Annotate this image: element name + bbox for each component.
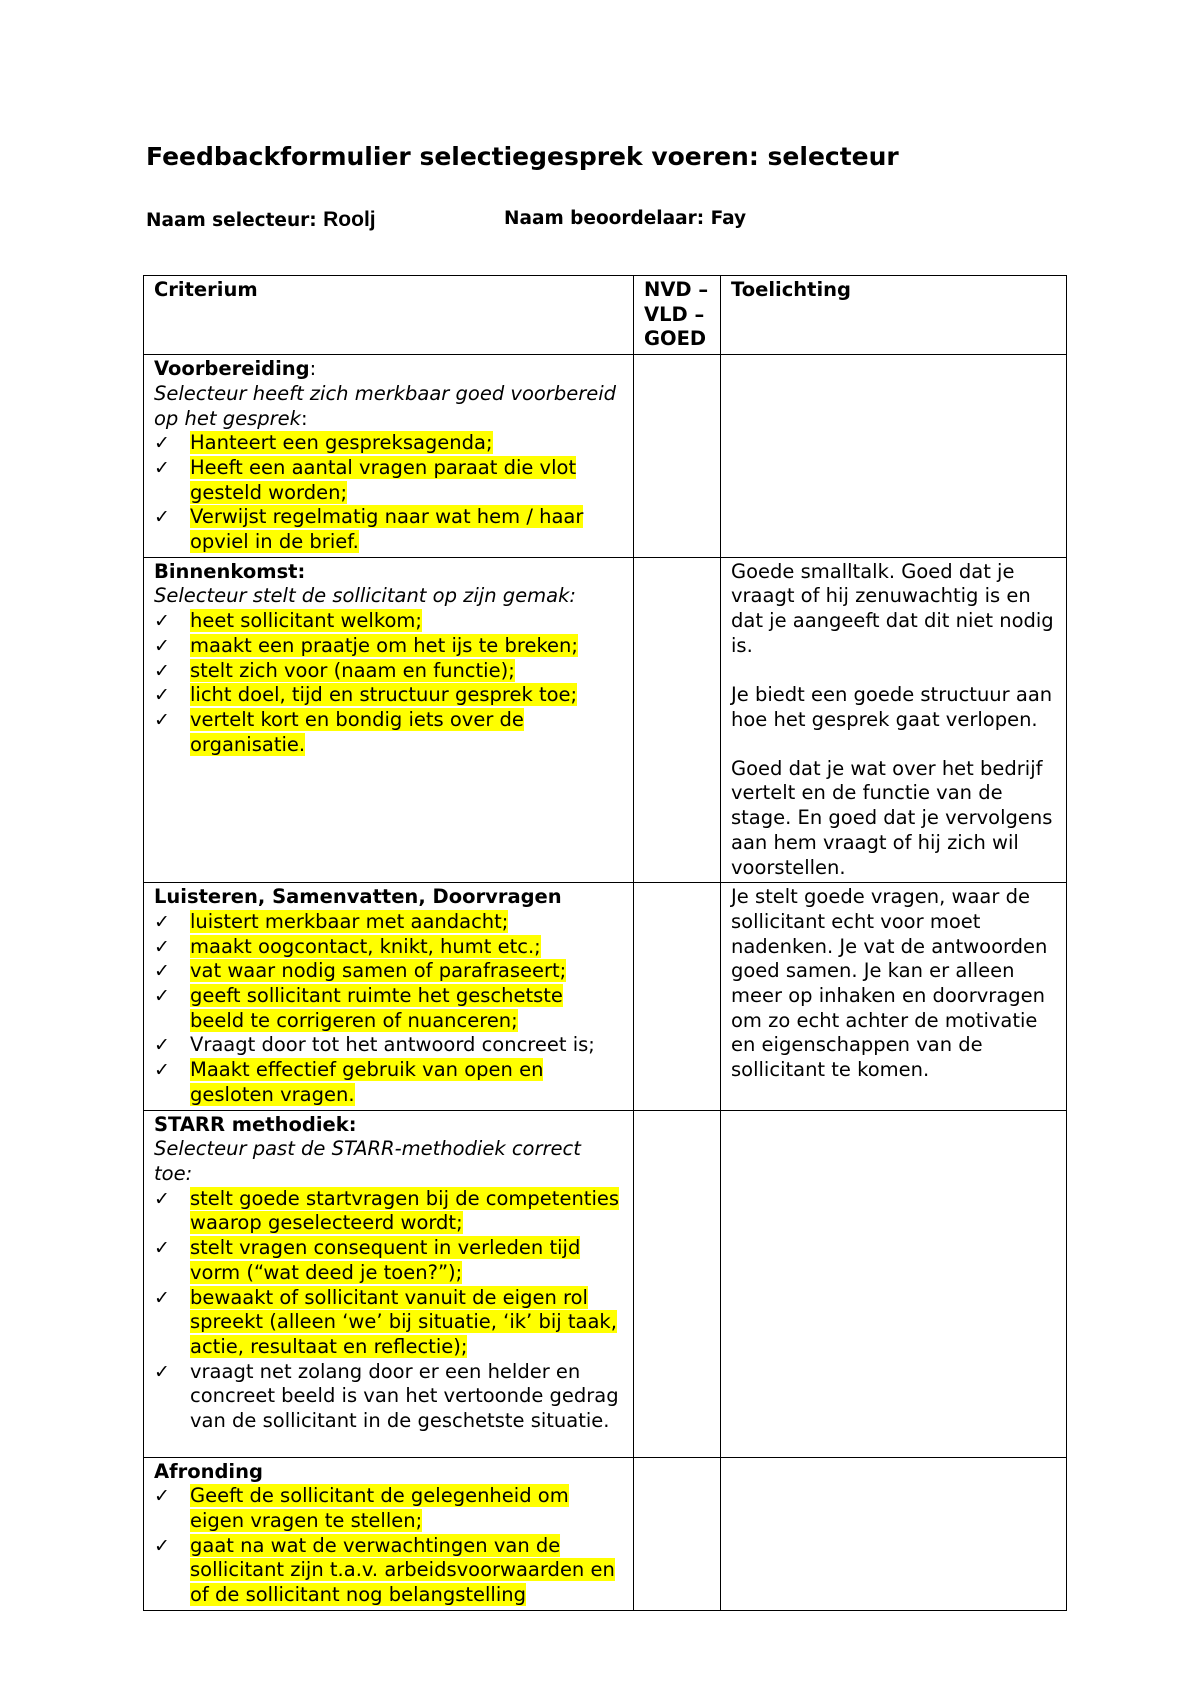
- score-cell: [634, 1457, 721, 1610]
- header-criterium: Criterium: [144, 276, 634, 355]
- criterion-text: Hanteert een gespreksagenda;: [190, 431, 493, 455]
- toelichting-cell: [721, 1457, 1067, 1610]
- criterion-text: Verwijst regelmatig naar wat hem / haar opviel in de brief.: [190, 505, 584, 554]
- header-score-line: GOED: [644, 327, 707, 351]
- check-icon: ✓: [154, 1187, 170, 1210]
- list-item: [154, 1484, 623, 1533]
- feedback-table: [143, 275, 1067, 1611]
- section-title: Luisteren, Samenvatten, Doorvragen: [154, 885, 562, 909]
- check-icon: ✓: [154, 960, 170, 983]
- list-item: [154, 659, 623, 684]
- check-icon: ✓: [154, 432, 170, 455]
- list-item: [154, 1286, 623, 1360]
- list-item: [154, 1360, 623, 1434]
- list-item: [154, 505, 623, 554]
- criteria-list: [154, 910, 623, 1108]
- note-paragraph: Je biedt een goede structuur aan hoe het gesprek gaat verlopen.: [731, 682, 1053, 731]
- check-icon: ✓: [154, 1485, 170, 1508]
- criterium-cell: [144, 557, 634, 883]
- criterion-text: vat waar nodig samen of parafraseert;: [190, 959, 567, 983]
- section-title: Binnenkomst:: [154, 559, 306, 583]
- check-icon: ✓: [154, 1059, 170, 1082]
- list-item: [154, 708, 623, 757]
- criterion-text: maakt een praatje om het ijs te breken;: [190, 633, 578, 657]
- check-icon: ✓: [154, 456, 170, 479]
- criterion-text: gaat na wat de verwachtingen van de sollicitant zijn t.a.v. arbeidsvoorwaarden en of de sollicitant nog belangstelling: [190, 1533, 615, 1607]
- criterion-text: stelt zich voor (naam en functie);: [190, 658, 515, 682]
- criterion-text: Heeft een aantal vragen paraat die vlot gesteld worden;: [190, 455, 577, 504]
- section-row-voorbereiding: [144, 355, 1067, 558]
- section-title: STARR methodiek:: [154, 1112, 357, 1136]
- list-item: [154, 935, 623, 960]
- selecteur-label: Naam selecteur:: [146, 210, 317, 231]
- section-subtitle: Selecteur past de STARR-methodiek correct toe:: [154, 1137, 581, 1185]
- list-item: [154, 1236, 623, 1285]
- check-icon: ✓: [154, 1534, 170, 1557]
- header-row: [144, 276, 1067, 355]
- note-paragraph: Je stelt goede vragen, waar de sollicitant echt voor moet nadenken. Je vat de antwoorden goed samen. Je kan er alleen meer op inhaken en doorvragen om zo echt achter de motivatie en eigenschappen van de sollicitant te komen.: [731, 885, 1048, 1082]
- check-icon: ✓: [154, 1237, 170, 1260]
- section-row-binnenkomst: [144, 557, 1067, 883]
- section-title: Voorbereiding: [154, 357, 310, 381]
- header-toelichting: Toelichting: [721, 276, 1067, 355]
- toelichting-cell: [721, 557, 1067, 883]
- check-icon: ✓: [154, 910, 170, 933]
- list-item: [154, 1187, 623, 1236]
- criterion-text: stelt goede startvragen bij de competenties waarop geselecteerd wordt;: [190, 1186, 620, 1235]
- header-score-line: NVD –: [644, 278, 709, 301]
- section-subtitle: Selecteur heeft zich merkbaar goed voorbereid op het gesprek: [154, 381, 617, 430]
- list-item: [154, 1033, 623, 1058]
- header-score: [634, 276, 721, 355]
- check-icon: ✓: [154, 634, 170, 657]
- header-score-line: VLD –: [644, 302, 705, 326]
- criterion-text: bewaakt of sollicitant vanuit de eigen rol spreekt (alleen ‘we’ bij situatie, ‘ik’ bij taak, actie, resultaat en reflectie);: [190, 1285, 617, 1358]
- toelichting-cell: [721, 355, 1067, 558]
- criterion-text: Vraagt door tot het antwoord concreet is;: [190, 1033, 595, 1057]
- criterion-text: geeft sollicitant ruimte het geschetste beeld te corrigeren of nuanceren;: [190, 984, 563, 1032]
- list-item: [154, 431, 623, 456]
- list-item: [154, 910, 623, 935]
- list-item: [154, 984, 623, 1033]
- criterion-text: heet sollicitant welkom;: [190, 609, 422, 633]
- check-icon: ✓: [154, 1286, 170, 1309]
- beoordelaar-value: Fay: [710, 208, 747, 229]
- beoordelaar-field: [504, 208, 746, 229]
- note-paragraph: Goed dat je wat over het bedrijf vertelt en de functie van de stage. En goed dat je vervolgens aan hem vraagt of hij zich wil voorstellen.: [731, 756, 1053, 879]
- score-cell: [634, 557, 721, 883]
- criterion-text: stelt vragen consequent in verleden tijd vorm (“wat deed je toen?”);: [190, 1236, 581, 1284]
- criterion-text: Geeft de sollicitant de gelegenheid om eigen vragen te stellen;: [190, 1484, 569, 1532]
- form-title: Feedbackformulier selectiegesprek voeren: selecteur: [146, 142, 899, 171]
- check-icon: ✓: [154, 1034, 170, 1057]
- section-row-luisteren: [144, 883, 1067, 1110]
- criterion-text: vertelt kort en bondig iets over de organisatie.: [190, 707, 524, 756]
- check-icon: ✓: [154, 708, 170, 731]
- criteria-list: [154, 1484, 623, 1608]
- toelichting-cell: [721, 883, 1067, 1110]
- list-item: [154, 683, 623, 708]
- criterion-text: maakt oogcontact, knikt, humt etc.;: [190, 934, 541, 958]
- check-icon: ✓: [154, 985, 170, 1008]
- check-icon: ✓: [154, 610, 170, 633]
- section-title: Afronding: [154, 1459, 263, 1483]
- criterion-text: licht doel, tijd en structuur gesprek toe;: [190, 683, 578, 707]
- section-title-suffix: :: [309, 357, 317, 381]
- score-cell: [634, 883, 721, 1110]
- score-cell: [634, 355, 721, 558]
- list-item: [154, 456, 623, 505]
- criterion-text: luistert merkbaar met aandacht;: [190, 909, 509, 933]
- toelichting-cell: [721, 1110, 1067, 1457]
- list-item: [154, 959, 623, 984]
- criteria-list: [154, 609, 623, 757]
- check-icon: ✓: [154, 506, 170, 529]
- selecteur-field: [146, 208, 376, 232]
- criterium-cell: [144, 1457, 634, 1610]
- list-item: [154, 1534, 623, 1608]
- section-subtitle-suffix: :: [300, 406, 308, 430]
- score-cell: [634, 1110, 721, 1457]
- check-icon: ✓: [154, 935, 170, 958]
- beoordelaar-label: Naam beoordelaar:: [504, 208, 705, 229]
- list-item: [154, 1058, 623, 1107]
- criteria-list: [154, 1187, 623, 1434]
- note-paragraph: Goede smalltalk. Goed dat je vraagt of hij zenuwachtig is en dat je aangeeft dat dit niet nodig is.: [731, 559, 1054, 657]
- section-row-afronding: [144, 1457, 1067, 1610]
- criterium-cell: [144, 883, 634, 1110]
- criteria-list: [154, 431, 623, 555]
- criterion-text: Maakt effectief gebruik van open en gesloten vragen.: [190, 1058, 544, 1106]
- criterium-cell: [144, 355, 634, 558]
- section-row-starr: [144, 1110, 1067, 1457]
- section-subtitle: Selecteur stelt de sollicitant op zijn gemak:: [154, 584, 576, 608]
- list-item: [154, 634, 623, 659]
- check-icon: ✓: [154, 659, 170, 682]
- criterium-cell: [144, 1110, 634, 1457]
- list-item: [154, 609, 623, 634]
- check-icon: ✓: [154, 684, 170, 707]
- check-icon: ✓: [154, 1360, 170, 1383]
- criterion-text: vraagt net zolang door er een helder en concreet beeld is van het vertoonde gedrag van de sollicitant in de geschetste situatie.: [190, 1359, 619, 1433]
- selecteur-value: Roolj: [323, 208, 376, 231]
